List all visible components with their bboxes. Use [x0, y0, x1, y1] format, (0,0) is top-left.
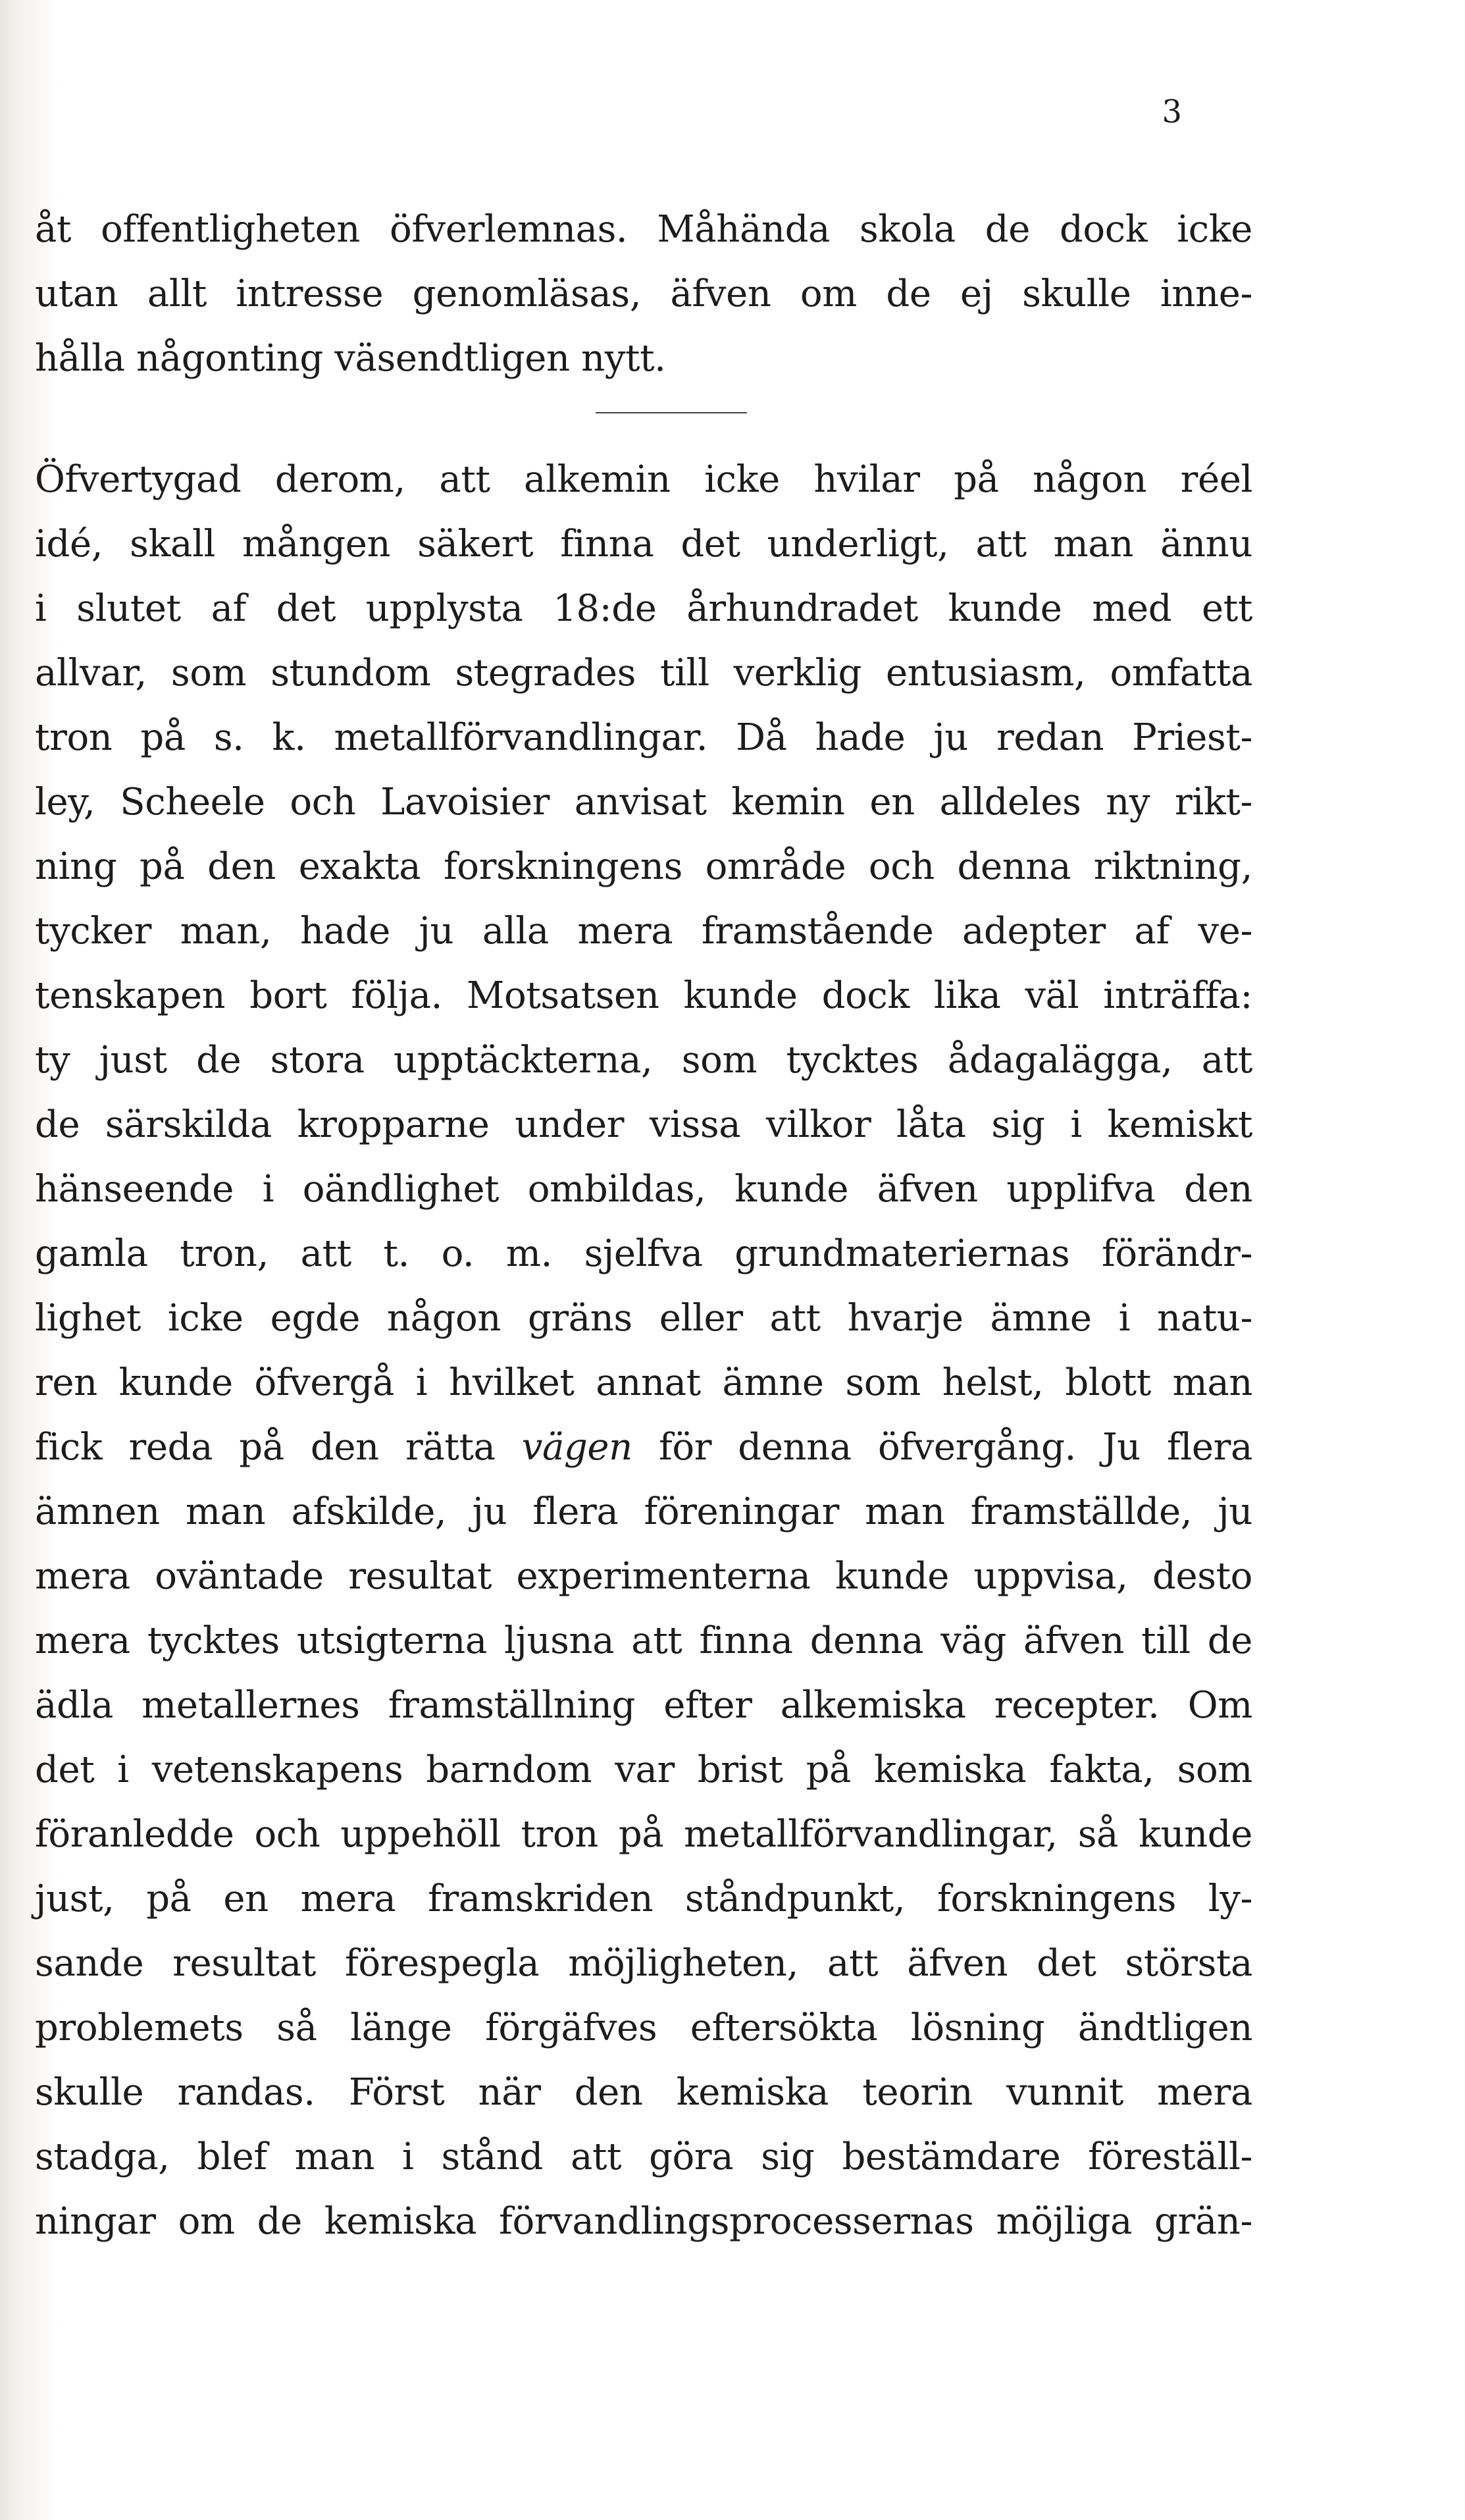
text-line: stadga, blef man i stånd att göra sig bestämdare föreställ- — [35, 2136, 1252, 2178]
text-line: problemets så länge förgäfves eftersökta lösning ändtligen — [35, 2007, 1252, 2049]
text-line: allvar, som stundom stegrades till verklig entusiasm, omfatta — [35, 652, 1252, 695]
text-line: mera tycktes utsigterna ljusna att finna denna väg äfven till de — [35, 1619, 1252, 1662]
text-line: ren kunde öfvergå i hvilket annat ämne som helst, blott man — [35, 1361, 1252, 1404]
text-line: idé, skall mången säkert finna det underligt, att man ännu — [35, 523, 1252, 565]
text-line: ty just de stora upptäckterna, som tycktes ådagalägga, att — [35, 1039, 1252, 1082]
text-line: ämnen man afskilde, ju flera föreningar man framställde, ju — [35, 1490, 1252, 1533]
text-line: Öfvertygad derom, att alkemin icke hvilar på någon réel — [35, 458, 1252, 501]
text-line: ning på den exakta forskningens område och denna riktning, — [35, 845, 1252, 888]
line-text-after: för denna öfvergång. Ju flera — [632, 1426, 1252, 1469]
text-line: hålla någonting väsendtligen nytt. — [35, 337, 666, 380]
text-line: i slutet af det upplysta 18:de århundradet kunde med ett — [35, 587, 1252, 630]
text-line: gamla tron, att t. o. m. sjelfva grundmateriernas förändr- — [35, 1232, 1252, 1275]
text-line: utan allt intresse genomläsas, äfven om de ej skulle inne- — [35, 273, 1252, 315]
line-text-before: fick reda på den rätta — [35, 1426, 522, 1469]
text-line: det i vetenskapens barndom var brist på kemiska fakta, som — [35, 1748, 1252, 1791]
text-line: åt offentligheten öfverlemnas. Måhända skola de dock icke — [35, 208, 1252, 251]
page-number: 3 — [1162, 93, 1182, 130]
text-line: tycker man, hade ju alla mera framstående adepter af ve- — [35, 910, 1252, 953]
italic-word: vägen — [521, 1426, 632, 1469]
text-line: tron på s. k. metallförvandlingar. Då hade ju redan Priest- — [35, 716, 1252, 759]
section-separator — [596, 412, 747, 413]
text-line-with-italic — [35, 1415, 1252, 1480]
text-line: föranledde och uppehöll tron på metallförvandlingar, så kunde — [35, 1813, 1252, 1856]
paragraph-2 — [35, 448, 1252, 2254]
text-line: hänseende i oändlighet ombildas, kunde äfven upplifva den — [35, 1168, 1252, 1211]
text-line: ningar om de kemiska förvandlingsprocessernas möjliga grän- — [35, 2200, 1252, 2243]
text-line: ley, Scheele och Lavoisier anvisat kemin en alldeles ny rikt- — [35, 781, 1252, 824]
text-line: skulle randas. Först när den kemiska teorin vunnit mera — [35, 2071, 1252, 2114]
text-line: lighet icke egde någon gräns eller att hvarje ämne i natu- — [35, 1297, 1252, 1340]
text-line: de särskilda kropparne under vissa vilkor låta sig i kemiskt — [35, 1103, 1252, 1146]
text-line: ädla metallernes framställning efter alkemiska recepter. Om — [35, 1684, 1252, 1727]
text-line: mera oväntade resultat experimenterna kunde uppvisa, desto — [35, 1555, 1252, 1598]
text-line: sande resultat förespegla möjligheten, att äfven det största — [35, 1942, 1252, 1985]
text-line: tenskapen bort följa. Motsatsen kunde dock lika väl inträffa: — [35, 974, 1252, 1017]
paragraph-1 — [35, 197, 1252, 391]
text-line: just, på en mera framskriden ståndpunkt, forskningens ly- — [35, 1877, 1252, 1920]
